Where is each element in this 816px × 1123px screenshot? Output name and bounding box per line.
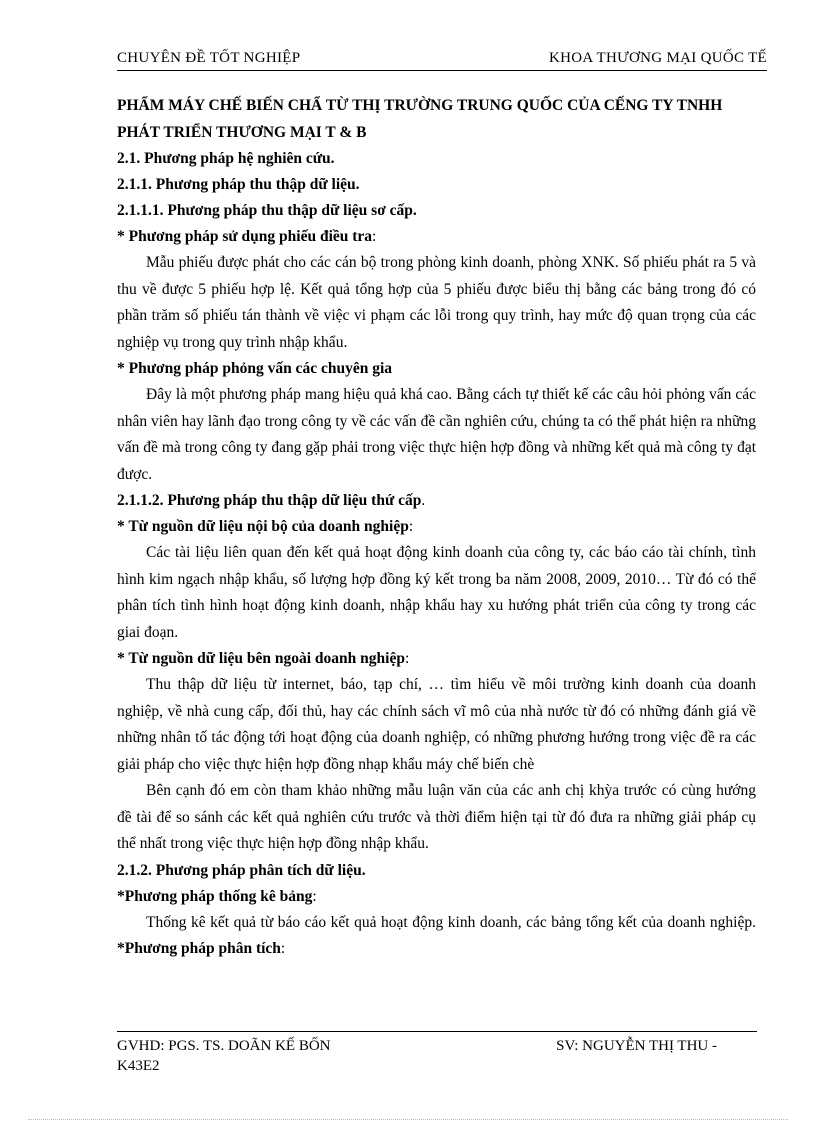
subheading-analysis-text: *Phương pháp phân tích [117, 940, 281, 957]
footer-divider [117, 1031, 757, 1032]
subheading-analysis [117, 936, 756, 962]
footer-continuation: K43E2 [117, 1058, 160, 1074]
chapter-title: PHẨM MÁY CHẾ BIẾN CHẨ TỪ THỊ TRƯỜNG TRUNG QUỐC CỦA CẾNG TY TNHH PHÁT TRIỂN THƯƠNG MẠI T & B [117, 97, 723, 141]
page-footer [117, 1036, 757, 1076]
footer-left: GVHD: PGS. TS. DOÃN KẾ BỐN [117, 1038, 331, 1054]
header-right: KHOA THƯƠNG MẠI QUỐC TẾ [549, 50, 767, 66]
paragraph-interview: Đây là một phương pháp mang hiệu quả khá cao. Bằng cách tự thiết kế các câu hỏi phỏng vấn các nhân viên hay lãnh đạo trong công ty về các vấn đề cần nghiên cứu, chúng ta có thể phát hiện ra những vấn đề mà trong công ty đang gặp phải trong việc thực hiện hợp đồng và những kết quả mà công ty đạt được. [117, 386, 756, 483]
subheading-statistics [117, 884, 756, 910]
page-break-line [28, 1119, 788, 1120]
heading-2-1-1-2 [117, 488, 756, 514]
colon: : [404, 650, 410, 667]
heading-2-1-1-1: 2.1.1.1. Phương pháp thu thập dữ liệu sơ cấp. [117, 202, 417, 219]
header-left: CHUYÊN ĐỀ TỐT NGHIỆP [117, 50, 301, 66]
paragraph-internal: Các tài liệu liên quan đến kết quả hoạt động kinh doanh của công ty, các báo cáo tài chính, tình hình kim ngạch nhập khẩu, số lượng hợp đồng ký kết trong ba năm 2008, 2009, 2010… Từ đó có thể phân tích tình hình hoạt động kinh doanh, nhập khẩu hay xu hướng phát triển của công ty trong các giai đoạn. [117, 544, 756, 641]
paragraph-statistics: Thống kê kết quả từ báo cáo kết quả hoạt động kinh doanh, các bảng tổng kết của doanh nghiệp. [146, 913, 756, 931]
subheading-internal [117, 514, 756, 540]
paragraph-survey: Mẫu phiếu được phát cho các cán bộ trong phòng kinh doanh, phòng XNK. Số phiếu phát ra 5 và thu về được 5 phiếu hợp lệ. Kết quả tổng hợp của 5 phiếu được biểu thị bằng các bảng trong đó có phần trăm số phiếu tán thành về việc vi phạm các lỗi trong quy trình, hay mức độ quan trọng của các nghiệp vụ trong quy trình nhập khẩu. [117, 254, 756, 351]
paragraph-references: Bên cạnh đó em còn tham khảo những mẫu luận văn của các anh chị khỳa trước có cùng hướng đề tài để so sánh các kết quả nghiên cứu trước và thời điểm hiện tại từ đó đưa ra những giải pháp cụ thể nhất trong việc thực hiện hợp đồng nhập khẩu. [117, 782, 756, 852]
subheading-internal-text: * Từ nguồn dữ liệu nội bộ của doanh nghiệp [117, 518, 409, 535]
subheading-survey [117, 224, 756, 250]
colon: : [372, 228, 377, 245]
colon: : [408, 518, 414, 535]
subheading-external [117, 646, 756, 672]
subheading-external-text: * Từ nguồn dữ liệu bên ngoài doanh nghiệp [117, 650, 405, 667]
heading-2-1-1-2-text: 2.1.1.2. Phương pháp thu thập dữ liệu thứ cấp [117, 492, 422, 509]
subheading-survey-text: * Phương pháp sử dụng phiếu điều tra [117, 228, 373, 245]
heading-2-1: 2.1. Phương pháp hệ nghiên cứu. [117, 150, 335, 167]
period: . [421, 492, 426, 509]
subheading-interview: * Phương pháp phỏng vấn các chuyên gia [117, 360, 392, 377]
colon: : [280, 940, 286, 957]
paragraph-external: Thu thập dữ liệu từ internet, báo, tạp chí, … tìm hiểu về môi trường kinh doanh của doanh nghiệp, về nhà cung cấp, đối thủ, hay các chính sách vĩ mô của nhà nước từ đó có những đánh giá về những nhân tố tác động tới hoạt động của doanh nghiệp, có những phương hướng trong việc đề ra các giải pháp cho việc thực hiện hợp đồng nhạp khẩu máy chế biến chè [117, 676, 756, 773]
footer-right: SV: NGUYỄN THỊ THU - [556, 1038, 717, 1054]
heading-2-1-1: 2.1.1. Phương pháp thu thập dữ liệu. [117, 176, 360, 193]
heading-2-1-2: 2.1.2. Phương pháp phân tích dữ liệu. [117, 861, 366, 879]
document-body [117, 92, 756, 962]
colon: : [312, 887, 317, 905]
page-header [117, 48, 767, 71]
subheading-statistics-text: *Phương pháp thống kê bảng [117, 887, 313, 905]
